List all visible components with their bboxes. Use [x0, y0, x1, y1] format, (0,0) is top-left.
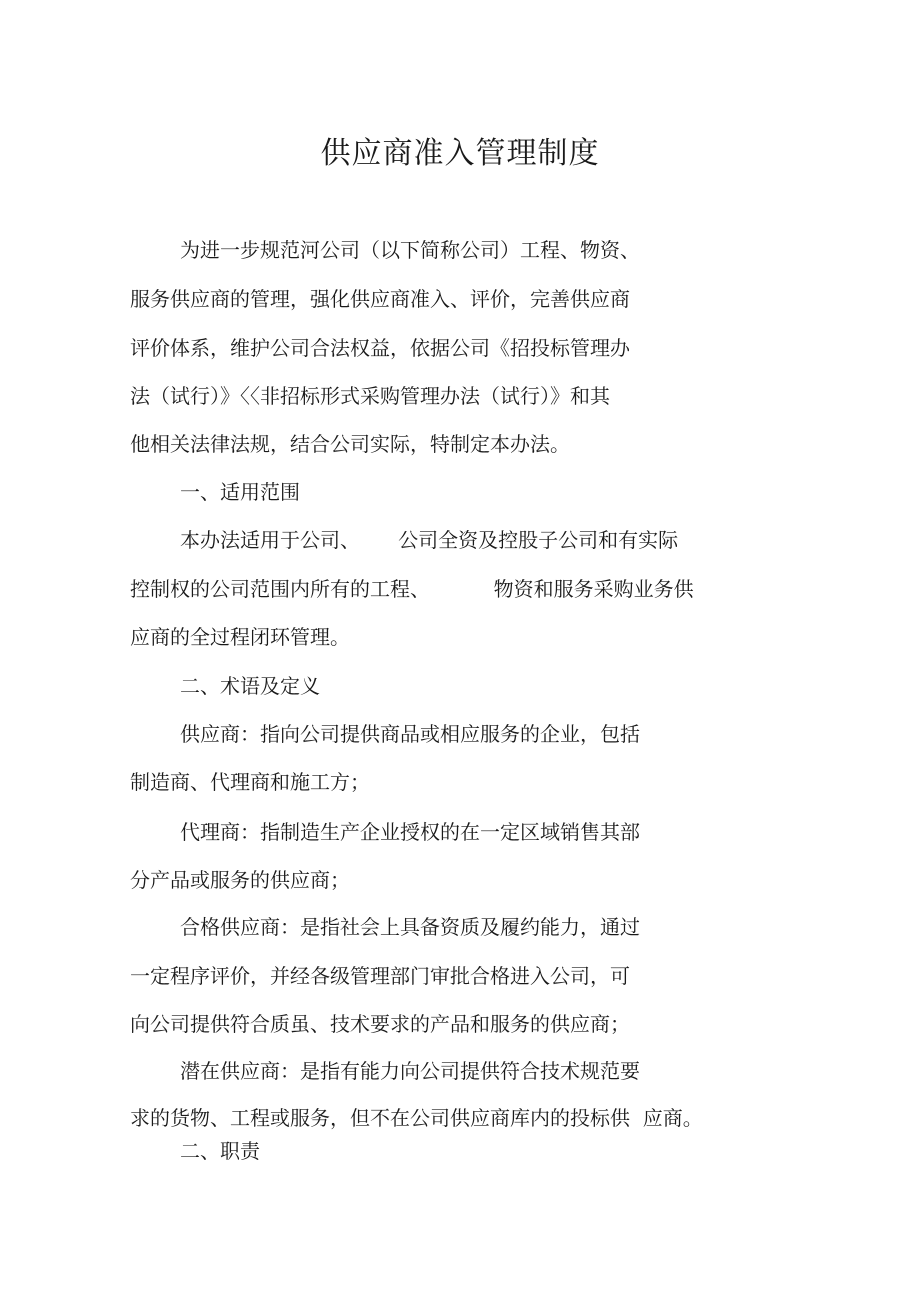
section-heading-duties: 二、职责: [180, 1139, 260, 1163]
body-line-1: 为进一步规范河公司（以下简称公司）工程、物资、: [180, 238, 640, 262]
body-line-12: 分产品或服务的供应商；: [130, 868, 350, 892]
body-line-15: 向公司提供符合质虽、技术要求的产品和服务的供应商；: [130, 1012, 630, 1036]
body-line-5: 他相关法律法规，结合公司实际，特制定本办法。: [130, 432, 570, 456]
body-line-10: 制造商、代理商和施工方；: [130, 770, 370, 794]
body-line-4: 法（试行）》〈〈非招标形式采购管理办法（试行）》和其: [130, 384, 610, 408]
body-line-17: 求的货物、工程或服务，但不在公司供应商库内的投标供 应商。: [130, 1106, 703, 1130]
section-heading-scope: 一、适用范围: [180, 480, 300, 504]
body-line-9: 供应商：指向公司提供商品或相应服务的企业，包括: [180, 722, 640, 746]
body-line-11: 代理商：指制造生产企业授权的在一定区域销售其部: [180, 820, 640, 844]
section-heading-terms: 二、术语及定义: [180, 674, 320, 698]
body-line-8: 应商的全过程闭环管理。: [130, 625, 350, 649]
body-line-16: 潜在供应商：是指有能力向公司提供符合技术规范要: [180, 1059, 640, 1083]
page-title: 供应商准入管理制度: [320, 136, 600, 171]
body-line-13: 合格供应商：是指社会上具备资质及履约能力，通过: [180, 915, 640, 939]
body-line-6: 本办法适用于公司、 公司全资及控股子公司和有实际: [180, 528, 679, 552]
body-line-7: 控制权的公司范围内所有的工程、 物资和服务采购业务供: [130, 577, 694, 601]
body-line-3: 评价体系，维护公司合法权益，依据公司《招投标管理办: [130, 336, 630, 360]
body-line-2: 服务供应商的管理，强化供应商准入、评价，完善供应商: [130, 287, 630, 311]
body-line-14: 一定程序评价，并经各级管理部门审批合格进入公司，可: [130, 964, 630, 988]
